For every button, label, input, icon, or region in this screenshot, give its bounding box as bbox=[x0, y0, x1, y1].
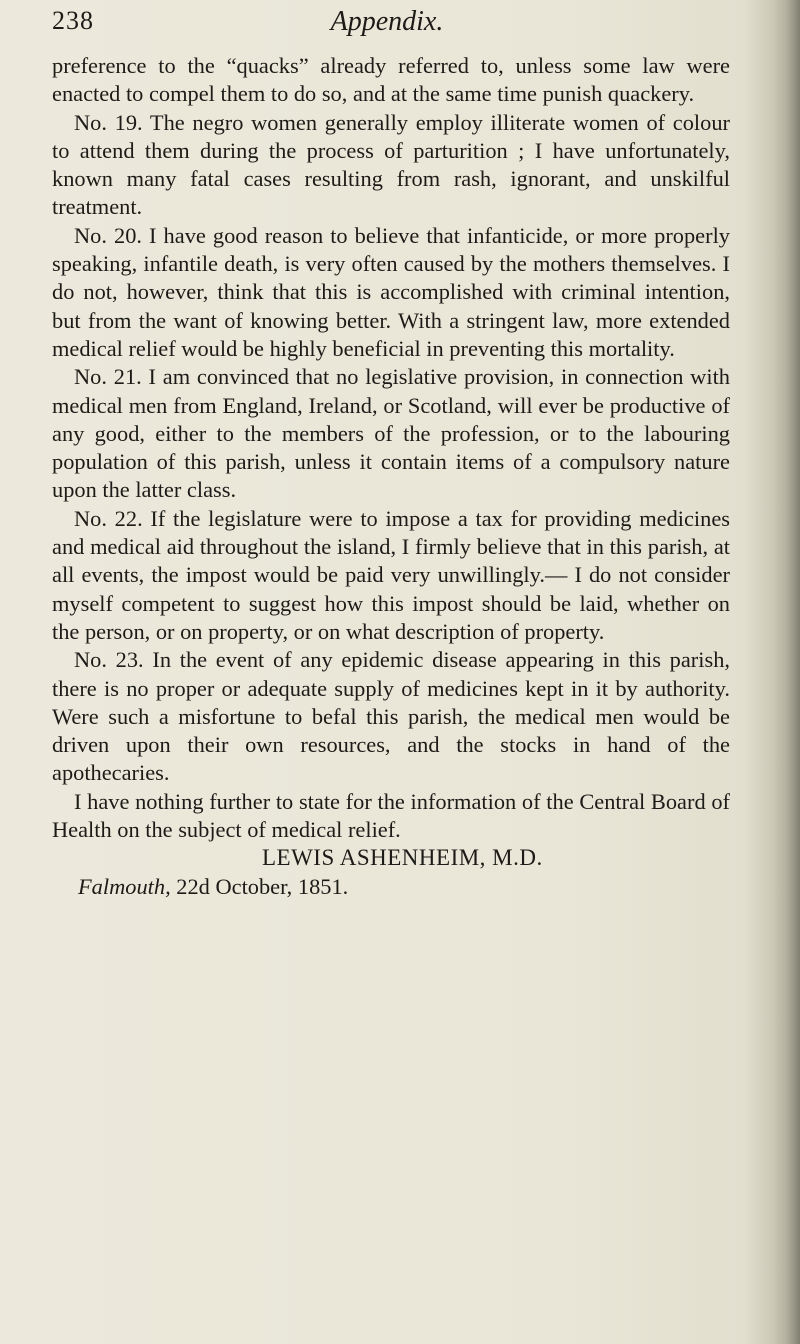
paragraph-closing: I have nothing further to state for the information of the Central Board of Health on the subject of medical relief. bbox=[52, 788, 730, 843]
dateline bbox=[52, 873, 730, 901]
body-text bbox=[52, 52, 730, 901]
dateline-date: 22d October, 1851. bbox=[176, 873, 349, 899]
paragraph-no-22: No. 22. If the legislature were to impose a tax for providing medicines and medical aid throughout the island, I firmly believe that in this parish, at all events, the impost would be paid very unwillingly.— I do not consider myself competent to suggest how this impost should be laid, whether on the person, or on property, or on what description of property. bbox=[52, 505, 730, 644]
running-head-title: Appendix. bbox=[330, 6, 444, 37]
paragraph-continuation: preference to the “quacks” already referred to, unless some law were enacted to compel them to do so, and at the same time punish quackery. bbox=[52, 53, 730, 107]
paragraph-no-20: No. 20. I have good reason to believe that infanticide, or more properly speaking, infantile death, is very often caused by the mothers themselves. I do not, however, think that this is accomplished with criminal intention, but from the want of knowing better. With a stringent law, more extended medical relief would be highly beneficial in preventing this mortality. bbox=[52, 222, 730, 361]
signature-name: LEWIS ASHENHEIM, M.D. bbox=[262, 845, 543, 871]
paragraph-no-19: No. 19. The negro women generally employ illiterate women of colour to attend them during the process of parturition ; I have unfortunately, known many fatal cases resulting from rash, ignorant, and unskilful treatment. bbox=[52, 109, 730, 220]
paragraph-no-21: No. 21. I am convinced that no legislative provision, in connection with medical men from England, Ireland, or Scotland, will ever be productive of any good, either to the members of the profession, or to the labouring population of this parish, unless it contain items of a compulsory nature upon the latter class. bbox=[52, 364, 730, 503]
dateline-place: Falmouth, bbox=[78, 873, 171, 899]
page-edge-shadow bbox=[774, 0, 800, 1344]
page-number: 238 bbox=[52, 6, 94, 35]
running-head bbox=[52, 6, 722, 46]
paragraph-no-23: No. 23. In the event of any epidemic disease appearing in this parish, there is no proper or adequate supply of medicines kept in it by authority. Were such a misfortune to befal this parish, the medical men would be driven upon their own resources, and the stocks in hand of the apothecaries. bbox=[52, 647, 730, 786]
